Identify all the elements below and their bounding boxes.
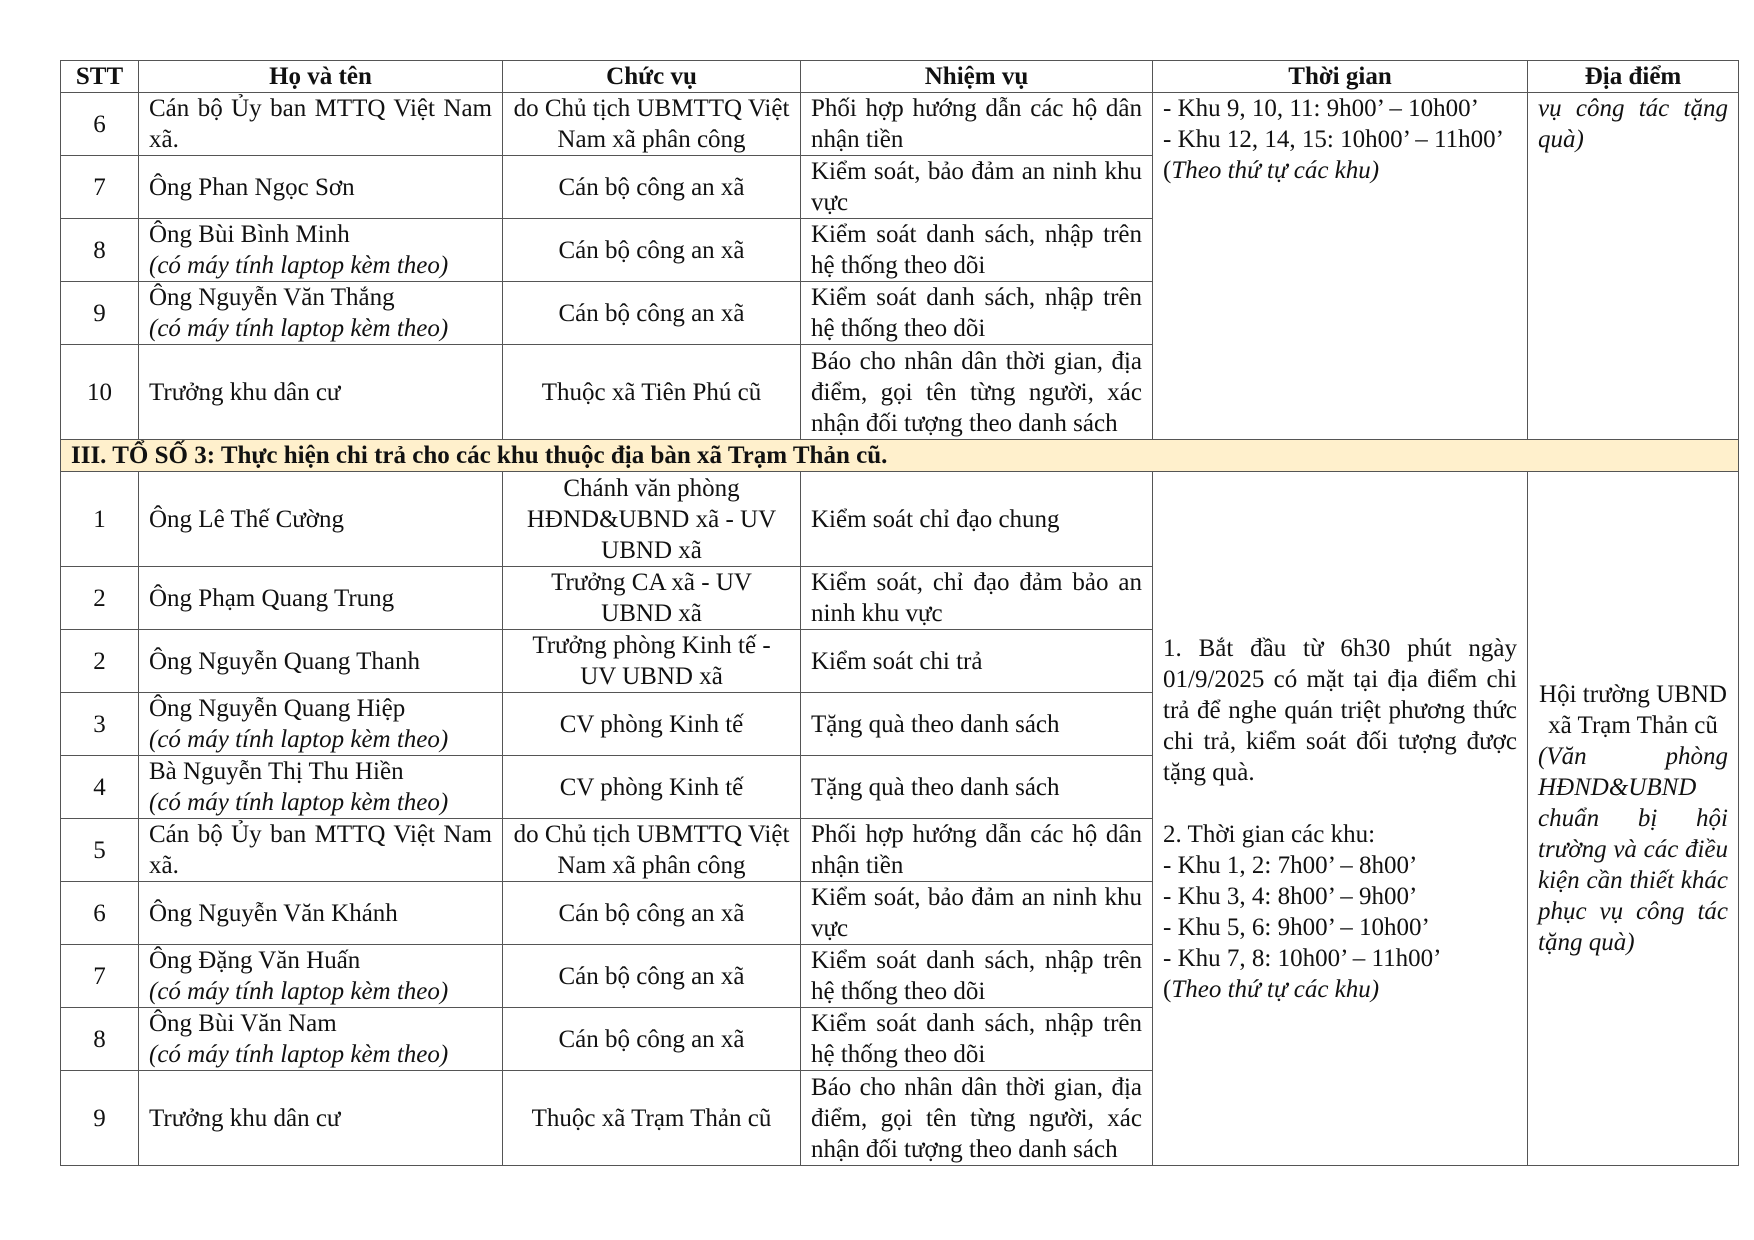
cell-task: Kiểm soát danh sách, nhập trên hệ thống theo dõi bbox=[801, 282, 1153, 345]
header-name: Họ và tên bbox=[139, 61, 503, 93]
cell-position: do Chủ tịch UBMTTQ Việt Nam xã phân công bbox=[503, 93, 801, 156]
cell-position: CV phòng Kinh tế bbox=[503, 693, 801, 756]
header-row bbox=[61, 61, 1739, 93]
spacer bbox=[1163, 788, 1517, 819]
cell-name: Trưởng khu dân cư bbox=[139, 345, 503, 440]
time-note-paren: ( bbox=[1163, 157, 1172, 184]
cell-task: Phối hợp hướng dẫn các hộ dân nhận tiền bbox=[801, 819, 1153, 882]
cell-stt: 4 bbox=[61, 756, 139, 819]
cell-position: Trưởng phòng Kinh tế - UV UBND xã bbox=[503, 630, 801, 693]
table-row bbox=[61, 472, 1739, 567]
cell-stt: 1 bbox=[61, 472, 139, 567]
cell-name bbox=[139, 819, 503, 882]
cell-name bbox=[139, 756, 503, 819]
cell-task: Báo cho nhân dân thời gian, địa điểm, gọi tên từng người, xác nhận đối tượng theo danh sách bbox=[801, 345, 1153, 440]
cell-stt: 2 bbox=[61, 567, 139, 630]
time-line: - Khu 5, 6: 9h00’ – 10h00’ bbox=[1163, 913, 1430, 941]
cell-position: CV phòng Kinh tế bbox=[503, 756, 801, 819]
cell-position: Thuộc xã Trạm Thản cũ bbox=[503, 1071, 801, 1166]
cell-name bbox=[139, 1008, 503, 1071]
cell-task: Tặng quà theo danh sách bbox=[801, 693, 1153, 756]
person-name: Cán bộ Ủy ban MTTQ Việt Nam xã. bbox=[149, 95, 492, 153]
cell-time-group2 bbox=[1153, 93, 1528, 440]
cell-name bbox=[139, 945, 503, 1008]
cell-position: Cán bộ công an xã bbox=[503, 282, 801, 345]
person-note: (có máy tính laptop kèm theo) bbox=[149, 1041, 449, 1068]
cell-position: Cán bộ công an xã bbox=[503, 156, 801, 219]
person-note: (có máy tính laptop kèm theo) bbox=[149, 315, 449, 342]
section-row-group3 bbox=[61, 440, 1739, 472]
cell-name: Ông Phạm Quang Trung bbox=[139, 567, 503, 630]
cell-stt: 9 bbox=[61, 282, 139, 345]
cell-name: Ông Nguyễn Văn Khánh bbox=[139, 882, 503, 945]
section-prefix: III. TỔ SỐ 3 bbox=[71, 442, 207, 469]
cell-stt: 7 bbox=[61, 156, 139, 219]
cell-task: Kiểm soát chỉ đạo chung bbox=[801, 472, 1153, 567]
cell-position: do Chủ tịch UBMTTQ Việt Nam xã phân công bbox=[503, 819, 801, 882]
cell-task: Kiểm soát danh sách, nhập trên hệ thống theo dõi bbox=[801, 945, 1153, 1008]
cell-position: Cán bộ công an xã bbox=[503, 1008, 801, 1071]
cell-name bbox=[139, 219, 503, 282]
cell-stt: 6 bbox=[61, 882, 139, 945]
person-name: Ông Bùi Bình Minh bbox=[149, 221, 350, 248]
cell-time-group3 bbox=[1153, 472, 1528, 1166]
place-title: Hội trường UBND xã Trạm Thản cũ bbox=[1539, 681, 1727, 739]
time-line: - Khu 7, 8: 10h00’ – 11h00’ bbox=[1163, 944, 1442, 972]
cell-name: Trưởng khu dân cư bbox=[139, 1071, 503, 1166]
time-line: - Khu 3, 4: 8h00’ – 9h00’ bbox=[1163, 882, 1418, 910]
assignment-table bbox=[60, 60, 1739, 1166]
header-position: Chức vụ bbox=[503, 61, 801, 93]
person-note: (có máy tính laptop kèm theo) bbox=[149, 726, 449, 753]
time-line: - Khu 9, 10, 11: 9h00’ – 10h00’ bbox=[1163, 95, 1479, 122]
cell-name bbox=[139, 282, 503, 345]
cell-task: Kiểm soát danh sách, nhập trên hệ thống theo dõi bbox=[801, 219, 1153, 282]
place-note: (Văn phòng HĐND&UBND chuẩn bị hội trường và các điều kiện cần thiết khác phục vụ công tác tặng quà) bbox=[1538, 743, 1728, 956]
header-task: Nhiệm vụ bbox=[801, 61, 1153, 93]
header-place: Địa điểm bbox=[1528, 61, 1739, 93]
person-note: (có máy tính laptop kèm theo) bbox=[149, 789, 449, 816]
person-name: Ông Nguyễn Quang Hiệp bbox=[149, 695, 406, 722]
section-title bbox=[61, 440, 1739, 472]
person-name: Ông Đặng Văn Huấn bbox=[149, 947, 361, 974]
time-note bbox=[1163, 974, 1517, 1005]
cell-name bbox=[139, 93, 503, 156]
document-page bbox=[60, 60, 1738, 1166]
cell-stt: 2 bbox=[61, 630, 139, 693]
cell-position: Thuộc xã Tiên Phú cũ bbox=[503, 345, 801, 440]
person-name: Bà Nguyễn Thị Thu Hiền bbox=[149, 758, 404, 785]
cell-stt: 6 bbox=[61, 93, 139, 156]
time-note-text: Theo thứ tự các khu) bbox=[1171, 157, 1380, 184]
place-note-continued: vụ công tác tặng quà) bbox=[1538, 95, 1728, 153]
time-note-paren: ( bbox=[1163, 975, 1172, 1003]
section-text: : Thực hiện chi trả cho các khu thuộc địa bàn xã Trạm Thản cũ. bbox=[206, 442, 888, 469]
cell-stt: 7 bbox=[61, 945, 139, 1008]
cell-name bbox=[139, 693, 503, 756]
cell-task: Kiểm soát chi trả bbox=[801, 630, 1153, 693]
cell-task: Kiểm soát, chỉ đạo đảm bảo an ninh khu vực bbox=[801, 567, 1153, 630]
cell-stt: 9 bbox=[61, 1071, 139, 1166]
cell-position: Cán bộ công an xã bbox=[503, 882, 801, 945]
cell-stt: 10 bbox=[61, 345, 139, 440]
person-note: (có máy tính laptop kèm theo) bbox=[149, 978, 449, 1005]
cell-position: Cán bộ công an xã bbox=[503, 945, 801, 1008]
cell-place-group3 bbox=[1528, 472, 1739, 1166]
cell-task: Kiểm soát danh sách, nhập trên hệ thống theo dõi bbox=[801, 1008, 1153, 1071]
cell-name: Ông Lê Thế Cường bbox=[139, 472, 503, 567]
cell-stt: 8 bbox=[61, 1008, 139, 1071]
person-name: Cán bộ Ủy ban MTTQ Việt Nam xã. bbox=[149, 821, 492, 879]
cell-task: Kiểm soát, bảo đảm an ninh khu vực bbox=[801, 882, 1153, 945]
person-name: Ông Nguyễn Văn Thắng bbox=[149, 284, 395, 311]
cell-position: Trưởng CA xã - UV UBND xã bbox=[503, 567, 801, 630]
time-note-text: Theo thứ tự các khu) bbox=[1171, 975, 1380, 1003]
cell-position: Cán bộ công an xã bbox=[503, 219, 801, 282]
time-note bbox=[1163, 155, 1517, 186]
table-row bbox=[61, 93, 1739, 156]
person-name: Ông Bùi Văn Nam bbox=[149, 1010, 337, 1037]
cell-task: Phối hợp hướng dẫn các hộ dân nhận tiền bbox=[801, 93, 1153, 156]
cell-task: Kiểm soát, bảo đảm an ninh khu vực bbox=[801, 156, 1153, 219]
cell-name: Ông Phan Ngọc Sơn bbox=[139, 156, 503, 219]
time-intro: 1. Bắt đầu từ 6h30 phút ngày 01/9/2025 có mặt tại địa điểm chi trả để nghe quán triệt phương thức chi trả, kiểm soát đối tượng được tặng quà. bbox=[1163, 634, 1517, 786]
cell-stt: 3 bbox=[61, 693, 139, 756]
cell-stt: 5 bbox=[61, 819, 139, 882]
cell-place-group2 bbox=[1528, 93, 1739, 440]
cell-position: Chánh văn phòng HĐND&UBND xã - UV UBND xã bbox=[503, 472, 801, 567]
cell-task: Tặng quà theo danh sách bbox=[801, 756, 1153, 819]
person-note: (có máy tính laptop kèm theo) bbox=[149, 252, 449, 279]
header-time: Thời gian bbox=[1153, 61, 1528, 93]
cell-name: Ông Nguyễn Quang Thanh bbox=[139, 630, 503, 693]
time-line: - Khu 1, 2: 7h00’ – 8h00’ bbox=[1163, 851, 1418, 879]
time-heading: 2. Thời gian các khu: bbox=[1163, 820, 1376, 848]
cell-task: Báo cho nhân dân thời gian, địa điểm, gọi tên từng người, xác nhận đối tượng theo danh sách bbox=[801, 1071, 1153, 1166]
cell-stt: 8 bbox=[61, 219, 139, 282]
time-line: - Khu 12, 14, 15: 10h00’ – 11h00’ bbox=[1163, 126, 1504, 153]
header-stt: STT bbox=[61, 61, 139, 93]
